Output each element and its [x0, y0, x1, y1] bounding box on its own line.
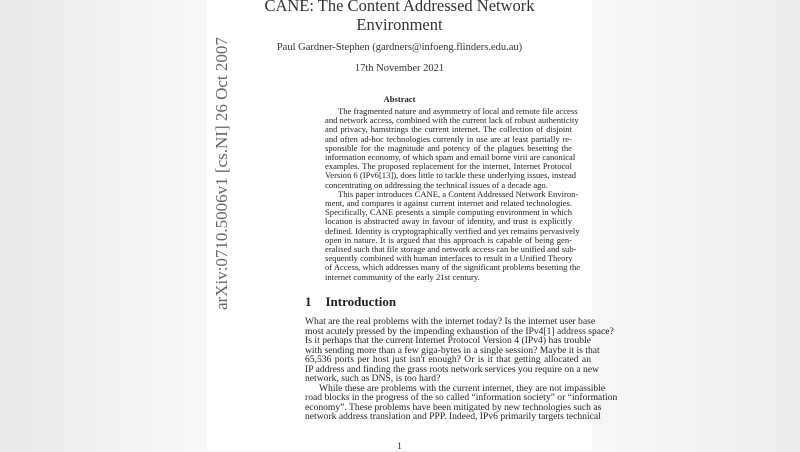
text-line: information economy, of which spam and email borne virii are canonical — [325, 152, 576, 162]
text-line: network address translation and PPP. Indeed, IPv6 primarily targets technical — [305, 411, 601, 422]
title-line: Environment — [356, 15, 443, 34]
author: Paul Gardner-Stephen (gardners@infoeng.flinders.edu.au) — [276, 42, 523, 53]
text-line: Version 6 (IPv6[13]), does little to tackle these underlying issues, instead — [325, 170, 577, 181]
text-line: with sending more than a few giga-bytes in a single session? Maybe it is that — [305, 344, 600, 356]
date: 17th November 2021 — [354, 63, 445, 74]
section-heading — [305, 294, 410, 310]
text-line: of Access, which addresses many of the significant problems besetting the — [325, 262, 581, 273]
text-line: While these are problems with the current internet, they are not impassible — [319, 382, 606, 394]
text-line: most acutely pressed by the impending exhaustion of the IPv4[1] address space? — [305, 325, 614, 337]
text-line: examples. The proposed replacement for the internet, Internet Protocol — [325, 161, 572, 172]
text-line: ment, and compares it against current internet and related technologies. — [325, 198, 572, 208]
text-line: and network access, combined with the current lack of robust authenticity — [325, 115, 579, 126]
text-line: open in nature. It is argued that this approach is capable of being gen- — [325, 234, 572, 245]
text-line: 65,536 ports per host just isn't enough? Or is it that getting allocated an — [305, 354, 591, 365]
text-line: IP address and finding the grass roots network services you require on a new — [305, 363, 600, 375]
text-line: internet community of the early 21st century. — [325, 271, 480, 282]
text-line: The fragmented nature and asymmetry of local and remote file access — [338, 106, 578, 116]
section-title: Introduction — [325, 294, 397, 309]
document-page — [207, 0, 618, 452]
text-line: This paper introduces CANE, a Content Addressed Network Environ- — [338, 188, 579, 199]
text-line: network, such as DNS, is too hard? — [305, 373, 441, 384]
arxiv-side-label: arXiv:0710.5006v1 [cs.NI] 26 Oct 2007 — [212, 37, 231, 310]
text-line: economy”. These problems have been mitigated by new technologies such as — [305, 401, 602, 413]
text-line: What are the real problems with the internet today? Is the internet user base — [305, 316, 596, 327]
text-line: road blocks in the progress of the so called “information society” or “information — [305, 392, 618, 403]
page-number: 1 — [397, 441, 402, 452]
section-number: 1 — [305, 294, 312, 309]
text-line: location is abstracted away in favour of identity, and trust is explicitly — [325, 216, 572, 227]
text-line: concentrating on addressing the technical issues of a decade ago. — [325, 179, 548, 190]
text-line: defined. Identity is cryptographically verified and yet remains pervasively — [325, 225, 580, 236]
title-line: CANE: The Content Addressed Network — [264, 0, 535, 15]
text-line: eralised such that file storage and network access can be unified and sub- — [325, 244, 577, 254]
text-line: and often ad-hoc technologies currently in use are at least partially re- — [325, 133, 572, 144]
abstract-heading: Abstract — [383, 94, 416, 104]
text-line: sponsible for the magnitude and potency of the plagues besetting the — [325, 142, 572, 153]
text-line: and privacy, hamstrings the current internet. The collection of disjoint — [325, 124, 572, 135]
text-line: Specifically, CANE presents a simple computing environment in which — [325, 207, 572, 218]
text-line: sequently combined with human interfaces to result in a Unified Theory — [325, 253, 573, 264]
text-line: Is it perhaps that the current Internet Protocol Version 4 (IPv4) has trouble — [305, 335, 591, 346]
